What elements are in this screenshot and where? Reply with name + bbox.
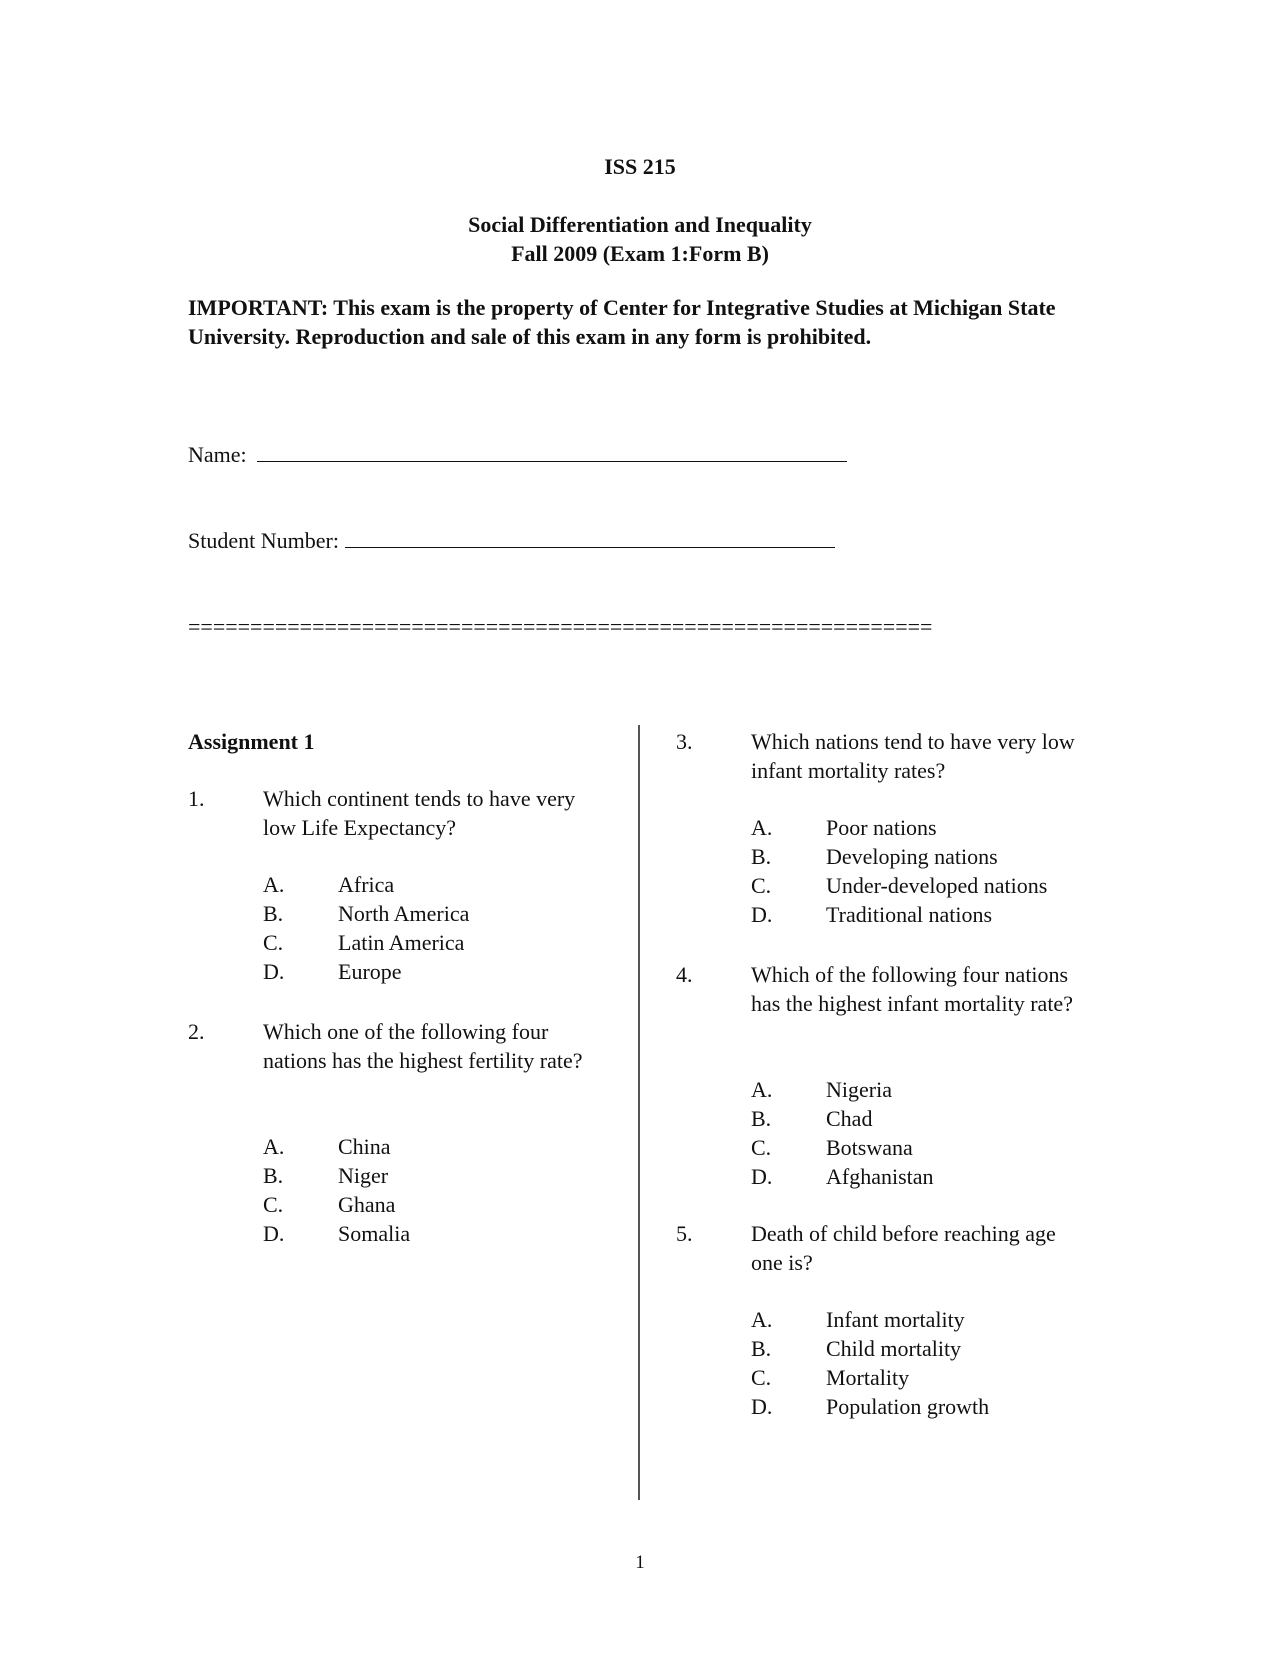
name-line[interactable] — [257, 441, 847, 462]
student-number-field[interactable] — [188, 526, 835, 555]
question-text: Which continent tends to have very low Life Expectancy? — [263, 786, 576, 840]
separator-line: ============================================================ — [188, 614, 933, 639]
question-text: Death of child before reaching age one is? — [751, 1221, 1056, 1275]
question-number: 1. — [188, 786, 205, 811]
exam-term: Fall 2009 (Exam 1:Form B) — [511, 241, 769, 266]
course-code: ISS 215 — [604, 154, 676, 179]
section-title: Assignment 1 — [188, 729, 315, 754]
question-text: Which of the following four nations has the highest infant mortality rate? — [751, 962, 1073, 1016]
column-divider — [638, 725, 640, 1500]
question-number: 5. — [676, 1221, 693, 1246]
exam-page: ISS 215 Social Differentiation and Inequality Fall 2009 (Exam 1:Form B) IMPORTANT: This exam is the property of Center for Integrative Studies at Michigan State University. Reproduction and sale of this exam in any form is prohibited. Name: Student Number: ============================================================ Assignment 1 1. Which continent tends to have very low Life Expectancy? A. Africa B. North America C. Latin America D. Europe 2. Which one of the following four nations has the highest fertility rate? A. China B. Niger C. Ghana D. Somalia 3. Which nations tend to have very low infant mortality rates? A. Poor nations B. Developing nations C. Under-developed nations D. Traditional nations 4. Which of the following four nations has the highest infant mortality rate? A. Nigeria B. Chad C. Botswana D. Afghanistan 5. Death of child before reaching age one is? A. Infant mortality B. Child mortality C. Mortality D. Population growth 1 — [0, 0, 1280, 1656]
property-notice: IMPORTANT: This exam is the property of Center for Integrative Studies at Michigan State University. Reproduction and sale of this exam in any form is prohibited. — [188, 295, 1056, 349]
question-number: 4. — [676, 962, 693, 987]
student-number-label: Student Number: — [188, 528, 339, 553]
question-number: 2. — [188, 1019, 205, 1044]
question-number: 3. — [676, 729, 693, 754]
page-number: 1 — [635, 1552, 645, 1573]
student-number-line[interactable] — [345, 527, 835, 548]
name-field[interactable] — [188, 440, 847, 469]
question-text: Which one of the following four nations has the highest fertility rate? — [263, 1019, 583, 1073]
question-text: Which nations tend to have very low infant mortality rates? — [751, 729, 1075, 783]
course-title: Social Differentiation and Inequality — [468, 212, 812, 237]
name-label: Name: — [188, 442, 247, 467]
